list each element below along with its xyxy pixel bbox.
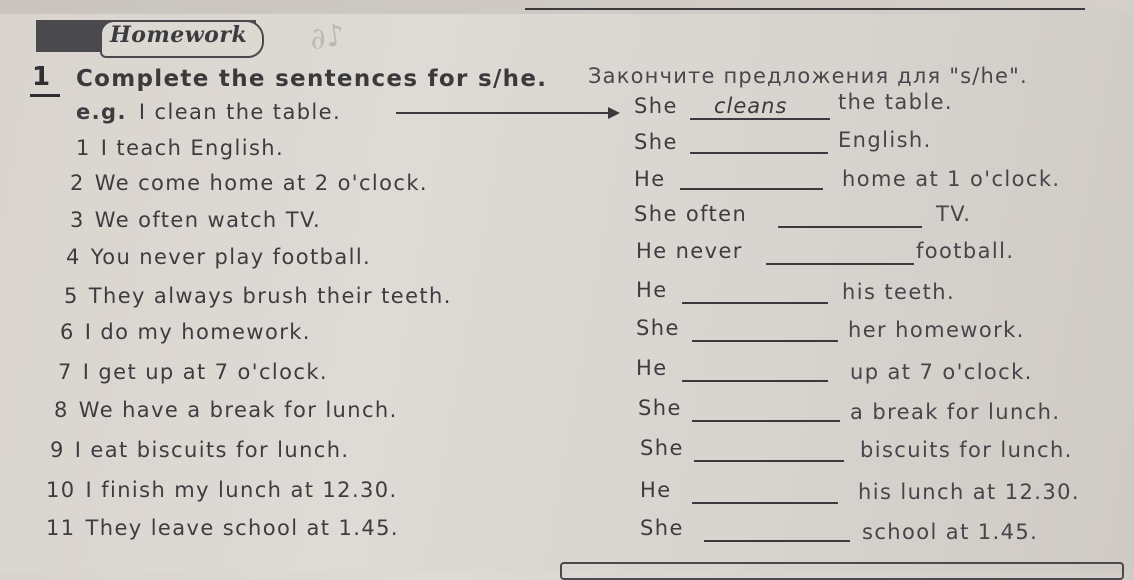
sentence-text: I finish my lunch at 12.30. bbox=[85, 478, 398, 502]
example-rest: the table. bbox=[838, 90, 954, 114]
arrow-icon bbox=[396, 112, 618, 114]
row-subject: He bbox=[636, 278, 668, 302]
source-sentence bbox=[54, 398, 398, 422]
example-blank bbox=[690, 118, 830, 120]
source-sentence bbox=[70, 208, 321, 232]
example-label: e.g. bbox=[76, 100, 127, 124]
row-number: 1 bbox=[76, 136, 91, 160]
source-sentence bbox=[60, 320, 311, 344]
example-row bbox=[0, 90, 1134, 130]
source-sentence bbox=[64, 284, 452, 308]
answer-blank[interactable] bbox=[692, 502, 838, 504]
sentence-text: We often watch TV. bbox=[94, 208, 322, 232]
row-subject: He bbox=[634, 167, 666, 191]
sentence-ending: football. bbox=[916, 239, 1015, 263]
exercise-row bbox=[0, 278, 1134, 314]
exercise-row bbox=[0, 476, 1134, 508]
row-number: 11 bbox=[46, 516, 76, 540]
instruction-translation: Закончите предложения для "s/he". bbox=[588, 64, 1028, 88]
page-top-edge bbox=[0, 0, 1134, 14]
sentence-ending: home at 1 o'clock. bbox=[842, 167, 1061, 191]
answer-blank[interactable] bbox=[682, 380, 828, 382]
row-subject: She often bbox=[634, 202, 748, 226]
answer-blank[interactable] bbox=[766, 263, 914, 265]
top-divider bbox=[525, 8, 1085, 10]
exercise-row bbox=[0, 202, 1134, 240]
example-answer: cleans bbox=[714, 94, 788, 118]
sentence-ending: her homework. bbox=[848, 318, 1025, 342]
answer-blank[interactable] bbox=[694, 460, 844, 462]
exercise-row bbox=[0, 436, 1134, 468]
exercise-row bbox=[0, 358, 1134, 390]
sentence-ending: TV. bbox=[936, 202, 972, 226]
row-number: 7 bbox=[58, 360, 73, 384]
example-source-text: I clean the table. bbox=[138, 100, 342, 124]
row-number: 6 bbox=[60, 320, 75, 344]
row-number: 3 bbox=[70, 208, 85, 232]
answer-blank[interactable] bbox=[680, 188, 823, 190]
instruction-text: Complete the sentences for s/he. bbox=[76, 66, 548, 92]
sentence-ending: biscuits for lunch. bbox=[860, 438, 1073, 462]
exercise-row bbox=[0, 167, 1134, 203]
row-number: 10 bbox=[46, 478, 76, 502]
sentence-ending: English. bbox=[838, 128, 932, 152]
example-sentence bbox=[76, 100, 341, 124]
answer-blank[interactable] bbox=[704, 540, 850, 542]
sentence-text: I teach English. bbox=[100, 136, 285, 160]
answer-blank[interactable] bbox=[690, 152, 828, 154]
row-subject: He never bbox=[636, 239, 743, 263]
row-subject: He bbox=[640, 478, 672, 502]
answer-blank[interactable] bbox=[692, 340, 838, 342]
answer-blank[interactable] bbox=[778, 226, 922, 228]
sentence-text: I eat biscuits for lunch. bbox=[74, 438, 350, 462]
row-subject: She bbox=[638, 396, 682, 420]
source-sentence bbox=[46, 478, 398, 502]
row-number: 5 bbox=[64, 284, 79, 308]
sentence-text: We come home at 2 o'clock. bbox=[94, 171, 428, 195]
row-subject: She bbox=[640, 516, 684, 540]
answer-blank[interactable] bbox=[692, 420, 840, 422]
row-subject: She bbox=[634, 130, 678, 154]
row-number: 2 bbox=[70, 171, 85, 195]
section-title: Homework bbox=[110, 22, 248, 48]
exercise-row bbox=[0, 128, 1134, 166]
exercise-row bbox=[0, 516, 1134, 548]
sentence-ending: school at 1.45. bbox=[862, 520, 1039, 544]
sentence-text: I do my homework. bbox=[84, 320, 311, 344]
source-sentence bbox=[66, 245, 371, 269]
sentence-text: You never play football. bbox=[90, 245, 372, 269]
example-subject: She bbox=[634, 94, 678, 118]
source-sentence bbox=[58, 360, 328, 384]
sentence-ending: his teeth. bbox=[842, 280, 956, 304]
pencil-doodle-icon: ∂♪ bbox=[307, 17, 347, 58]
exercise-number-underline bbox=[30, 94, 60, 97]
sentence-ending: his lunch at 12.30. bbox=[858, 480, 1080, 504]
row-number: 8 bbox=[54, 398, 69, 422]
source-sentence bbox=[50, 438, 350, 462]
row-number: 9 bbox=[50, 438, 65, 462]
sentence-text: I get up at 7 o'clock. bbox=[82, 360, 328, 384]
next-section-box bbox=[560, 562, 1124, 580]
row-subject: She bbox=[640, 436, 684, 460]
sentence-ending: a break for lunch. bbox=[850, 400, 1061, 424]
row-number: 4 bbox=[66, 245, 81, 269]
sentence-text: They always brush their teeth. bbox=[88, 284, 452, 308]
exercise-row bbox=[0, 396, 1134, 428]
source-sentence bbox=[46, 516, 399, 540]
sentence-text: They leave school at 1.45. bbox=[85, 516, 399, 540]
source-sentence bbox=[70, 171, 428, 195]
exercise-number: 1 bbox=[32, 62, 51, 92]
row-subject: He bbox=[636, 356, 668, 380]
answer-blank[interactable] bbox=[682, 302, 828, 304]
sentence-ending: up at 7 o'clock. bbox=[850, 360, 1033, 384]
row-subject: She bbox=[636, 316, 680, 340]
exercise-row bbox=[0, 316, 1134, 352]
source-sentence bbox=[76, 136, 284, 160]
exercise-row bbox=[0, 239, 1134, 277]
sentence-text: We have a break for lunch. bbox=[78, 398, 398, 422]
